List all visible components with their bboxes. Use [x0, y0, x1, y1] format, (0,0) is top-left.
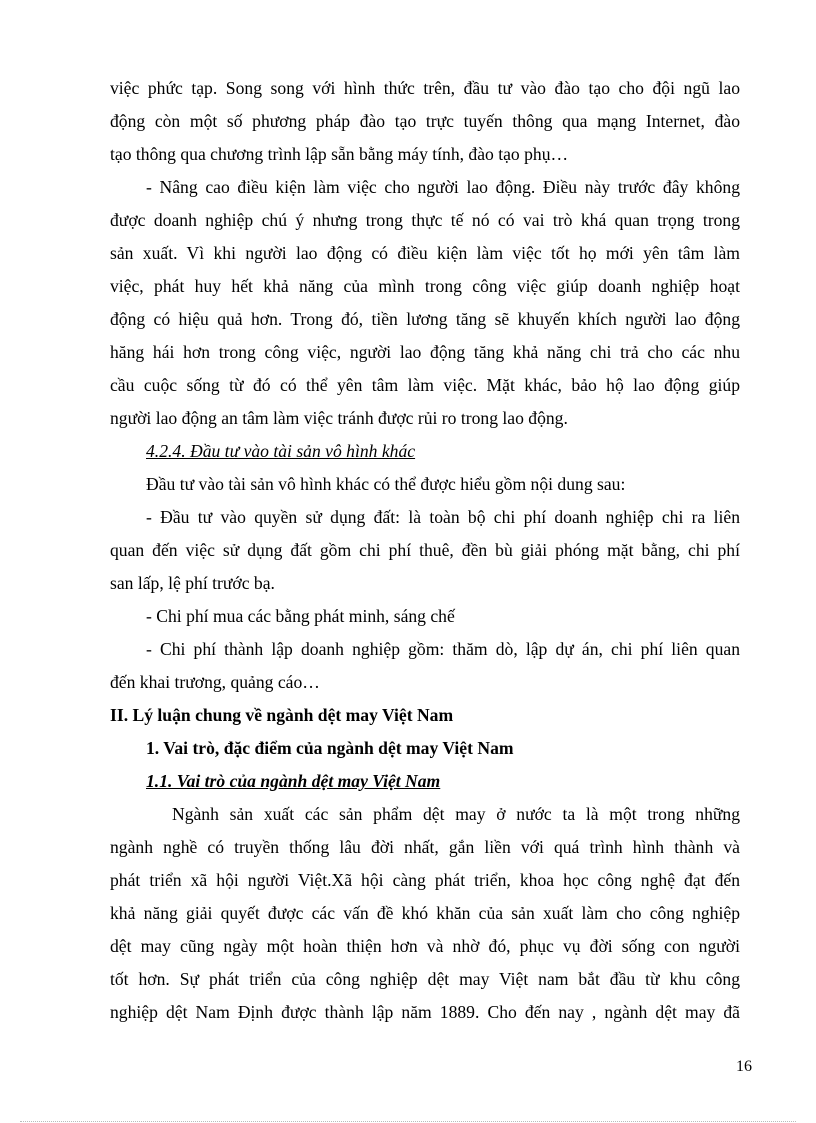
body-text-line: khả năng giải quyết được các vấn đề khó khăn của sản xuất làm cho công nghiệp: [110, 903, 740, 923]
body-text-line: Ngành sản xuất các sản phẩm dệt may ở nước ta là một trong những: [172, 804, 740, 824]
body-text-line: việc phức tạp. Song song với hình thức trên, đầu tư vào đào tạo cho đội ngũ lao: [110, 78, 740, 98]
body-text-line: động còn một số phương pháp đào tạo trực tuyến thông qua mạng Internet, đào: [110, 111, 740, 131]
body-text-line: nghiệp dệt Nam Định được thành lập năm 1889. Cho đến nay , ngành dệt may đã: [110, 1002, 740, 1022]
body-text-line: ngành nghề có truyền thống lâu đời nhất, gắn liền với quá trình hình thành và: [110, 837, 740, 857]
body-text-line: hăng hái hơn trong công việc, người lao động tăng khả năng chi trả cho các nhu: [110, 342, 740, 362]
body-text-line: việc, phát huy hết khả năng của mình trong công việc giúp doanh nghiệp hoạt: [110, 276, 740, 296]
page-number: 16: [736, 1058, 752, 1075]
body-text-line: - Nâng cao điều kiện làm việc cho người lao động. Điều này trước đây không: [146, 177, 740, 197]
subsection-heading: 1.1. Vai trò của ngành dệt may Việt Nam: [146, 771, 441, 791]
page-bottom-divider: [20, 1121, 796, 1122]
body-text-line: đến khai trương, quảng cáo…: [110, 672, 320, 692]
body-text-line: - Chi phí mua các bằng phát minh, sáng chế: [146, 606, 455, 626]
body-text-line: cầu cuộc sống từ đó có thể yên tâm làm việc. Mặt khác, bảo hộ lao động giúp: [110, 375, 740, 395]
body-text-line: - Đầu tư vào quyền sử dụng đất: là toàn bộ chi phí doanh nghiệp chi ra liên: [146, 507, 740, 527]
body-text-line: người lao động an tâm làm việc tránh được rủi ro trong lao động.: [110, 408, 568, 428]
section-heading: 1. Vai trò, đặc điểm của ngành dệt may Việt Nam: [146, 738, 514, 758]
body-text-line: Đầu tư vào tài sản vô hình khác có thể được hiểu gồm nội dung sau:: [146, 474, 626, 494]
chapter-heading: II. Lý luận chung về ngành dệt may Việt Nam: [110, 705, 454, 725]
body-text-line: san lấp, lệ phí trước bạ.: [110, 573, 275, 593]
body-text-line: quan đến việc sử dụng đất gồm chi phí thuê, đền bù giải phóng mặt bằng, chi phí: [110, 540, 740, 560]
body-text-line: dệt may cũng ngày một hoàn thiện hơn và nhờ đó, phục vụ đời sống con người: [110, 936, 740, 956]
body-text-line: tạo thông qua chương trình lập sẵn bằng máy tính, đào tạo phụ…: [110, 144, 569, 164]
section-heading: 4.2.4. Đầu tư vào tài sản vô hình khác: [146, 441, 416, 461]
body-text-line: sản xuất. Vì khi người lao động có điều kiện làm việc tốt họ mới yên tâm làm: [110, 243, 740, 263]
body-text-line: được doanh nghiệp chú ý nhưng trong thực tế nó có vai trò khá quan trọng trong: [110, 210, 740, 230]
body-text-line: động có hiệu quả hơn. Trong đó, tiền lương tăng sẽ khuyến khích người lao động: [110, 309, 740, 329]
body-text-line: phát triển xã hội người Việt.Xã hội càng phát triển, khoa học công nghệ đạt đến: [110, 870, 740, 890]
body-text-line: - Chi phí thành lập doanh nghiệp gồm: thăm dò, lập dự án, chi phí liên quan: [146, 639, 740, 659]
body-text-line: tốt hơn. Sự phát triển của công nghiệp dệt may Việt nam bắt đầu từ khu công: [110, 969, 740, 989]
